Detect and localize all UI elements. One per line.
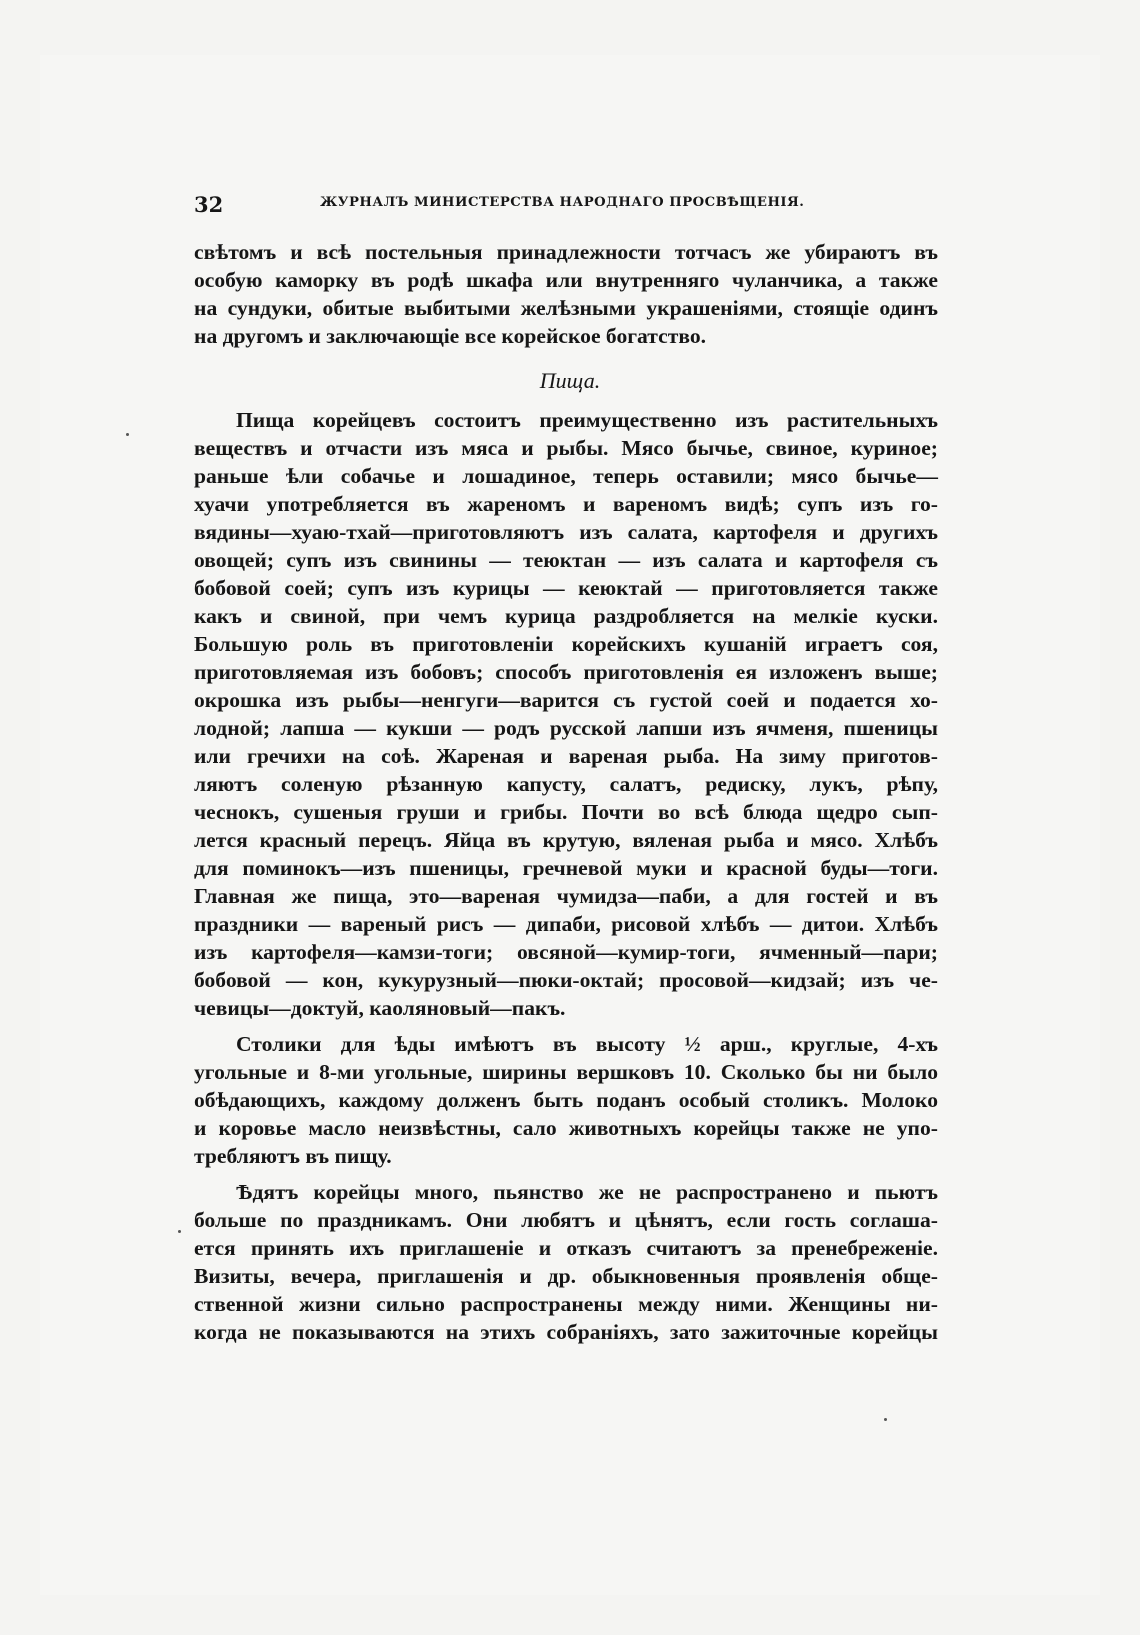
text-line: ется принять ихъ приглашеніе и отказъ считаютъ за пренебреженіе. [194,1236,938,1260]
text-line: бобовой соей; супъ изъ курицы — кеюктай — приготовляется также [194,576,938,600]
paragraph-first-line: Пища корейцевъ состоитъ преимущественно изъ растительныхъ [236,408,938,432]
text-line: свѣтомъ и всѣ постельныя принадлежности тотчасъ же убираютъ въ [194,240,938,264]
text-line: окрошка изъ рыбы—ненгуги—варится съ густой соей и подается хо- [194,688,938,712]
text-line: чевицы—доктуй, каоляновый—пакъ. [194,996,566,1020]
text-line: лодной; лапша — кукши — родъ русской лапши изъ ячменя, пшеницы [194,716,938,740]
text-line: особую каморку въ родѣ шкафа или внутренняго чуланчика, а также [194,268,938,292]
text-line: ственной жизни сильно распространены между ними. Женщины ни- [194,1292,938,1316]
paragraph-first-line: Столики для ѣды имѣютъ въ высоту ½ арш., круглые, 4-хъ [236,1032,938,1056]
text-line: больше по праздникамъ. Они любятъ и цѣнятъ, если гость соглаша- [194,1208,938,1232]
text-line: веществъ и отчасти изъ мяса и рыбы. Мясо бычье, свиное, куриное; [194,436,938,460]
text-line: или гречихи на соѣ. Жареная и вареная рыба. На зиму приготов- [194,744,938,768]
text-line: раньше ѣли собачье и лошадиное, теперь оставили; мясо бычье— [194,464,938,488]
text-line: Визиты, вечера, приглашенія и др. обыкновенныя проявленія обще- [194,1264,938,1288]
page-number: 32 [194,192,224,217]
text-line: обѣдающихъ, каждому долженъ быть поданъ особый столикъ. Молоко [194,1088,938,1112]
text-line: Большую роль въ приготовленіи корейскихъ кушаній играетъ соя, [194,632,938,656]
text-line: и коровье масло неизвѣстны, сало животныхъ корейцы также не упо- [194,1116,938,1140]
text-line: лется красный перецъ. Яйца въ крутую, вяленая рыба и мясо. Хлѣбъ [194,828,938,852]
scan-speck [884,1418,887,1421]
text-line: для поминокъ—изъ пшеницы, гречневой муки и красной буды—тоги. [194,856,938,880]
text-line: Главная же пища, это—вареная чумидза—паби, а для гостей и въ [194,884,938,908]
text-line: приготовляемая изъ бобовъ; способъ приготовленія ея изложенъ выше; [194,660,938,684]
text-line: вядины—хуаю-тхай—приготовляютъ изъ салата, картофеля и другихъ [194,520,938,544]
paragraph-first-line: Ѣдятъ корейцы много, пьянство же не распространено и пьютъ [236,1180,938,1204]
text-line: изъ картофеля—камзи-тоги; овсяной—кумир-тоги, ячменный—пари; [194,940,938,964]
text-line: чеснокъ, сушеныя груши и грибы. Почти во всѣ блюда щедро сып- [194,800,938,824]
scan-speck [126,433,129,436]
text-line: ляютъ соленую рѣзанную капусту, салатъ, редиску, лукъ, рѣпу, [194,772,938,796]
text-line: бобовой — кон, кукурузный—пюки-октай; просовой—кидзай; изъ че- [194,968,938,992]
text-line: праздники — вареный рисъ — дипаби, рисовой хлѣбъ — дитои. Хлѣбъ [194,912,938,936]
text-line: овощей; супъ изъ свинины — теюктан — изъ салата и картофеля съ [194,548,938,572]
text-line: когда не показываются на этихъ собраніяхъ, зато зажиточные корейцы [194,1320,938,1344]
text-line: хуачи употребляется въ жареномъ и вареномъ видѣ; супъ изъ го- [194,492,938,516]
text-line: угольные и 8-ми угольные, ширины вершковъ 10. Сколько бы ни было [194,1060,938,1084]
running-title: ЖУРНАЛЪ МИНИСТЕРСТВА НАРОДНАГО ПРОСВѢЩЕНІЯ. [320,195,805,210]
page-header [194,192,934,222]
text-line: какъ и свиной, при чемъ курица раздробляется на мелкіе куски. [194,604,938,628]
text-line: на другомъ и заключающіе все корейское богатство. [194,324,707,348]
text-line: на сундуки, обитые выбитыми желѣзными украшеніями, стоящіе одинъ [194,296,938,320]
text-line: требляютъ въ пищу. [194,1144,392,1168]
section-title: Пища. [539,368,601,393]
scan-speck [178,1230,181,1233]
